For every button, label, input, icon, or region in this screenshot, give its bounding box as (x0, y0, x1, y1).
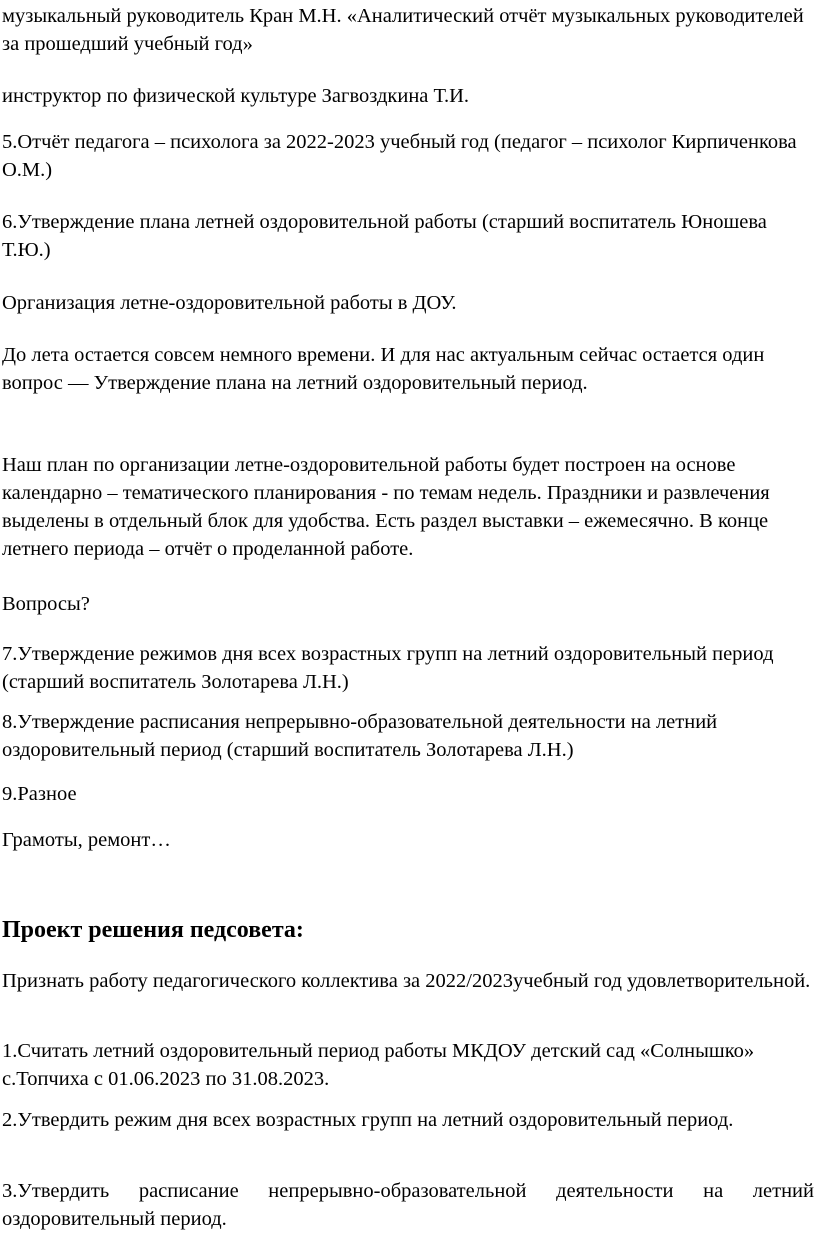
decision-item-2: 2.Утвердить режим дня всех возрастных групп на летний оздоровительный период. (2, 1109, 734, 1131)
paragraph-summer-organization: Организация летне-оздоровительной работы в ДОУ. (2, 292, 457, 314)
paragraph-questions: Вопросы? (2, 593, 90, 615)
agenda-item-7: 7.Утверждение режимов дня всех возрастных групп на летний оздоровительный период (старший воспитатель Золотарева Л.Н.) (2, 643, 774, 693)
section-heading-colon: : (295, 917, 304, 943)
paragraph-summer-plan: Наш план по организации летне-оздоровительной работы будет построен на основе календарно – тематического планирования - по темам недель. Праздники и развлечения выделены в отдельный блок для удобства. Есть раздел выставки – ежемесячно. В конце летнего периода – отчёт о проделанной работе. (2, 454, 770, 560)
paragraph-misc: Грамоты, ремонт… (2, 829, 171, 851)
paragraph-pe-instructor: инструктор по физической культуре Загвоздкина Т.И. (2, 85, 470, 107)
section-heading-decision-text: Проект решения педсовета (2, 917, 296, 943)
decision-item-3: 3.Утвердить расписание непрерывно-образовательной деятельности на летний оздоровительный период. (2, 1180, 814, 1230)
paragraph-summer-intro: До лета остается совсем немного времени. И для нас актуальным сейчас остается один вопрос — Утверждение плана на летний оздоровительный период. (2, 344, 765, 394)
agenda-item-9: 9.Разное (2, 783, 77, 805)
decision-item-1: 1.Считать летний оздоровительный период работы МКДОУ детский сад «Солнышко» с.Топчиха с 01.06.2023 по 31.08.2023. (2, 1040, 755, 1090)
agenda-item-5: 5.Отчёт педагога – психолога за 2022-2023 учебный год (педагог – психолог Кирпиченкова О.М.) (2, 131, 797, 181)
decision-item-approve-work: Признать работу педагогического коллектива за 2022/2023учебный год удовлетворительной. (2, 970, 811, 992)
agenda-item-8: 8.Утверждение расписания непрерывно-образовательной деятельности на летний оздоровительный период (старший воспитатель Золотарева Л.Н.) (2, 711, 718, 761)
section-heading-decision (2, 915, 814, 945)
paragraph-music-director: музыкальный руководитель Кран М.Н. «Аналитический отчёт музыкальных руководителей за прошедший учебный год» (2, 5, 804, 55)
agenda-item-6: 6.Утверждение плана летней оздоровительной работы (старший воспитатель Юношева Т.Ю.) (2, 211, 767, 261)
